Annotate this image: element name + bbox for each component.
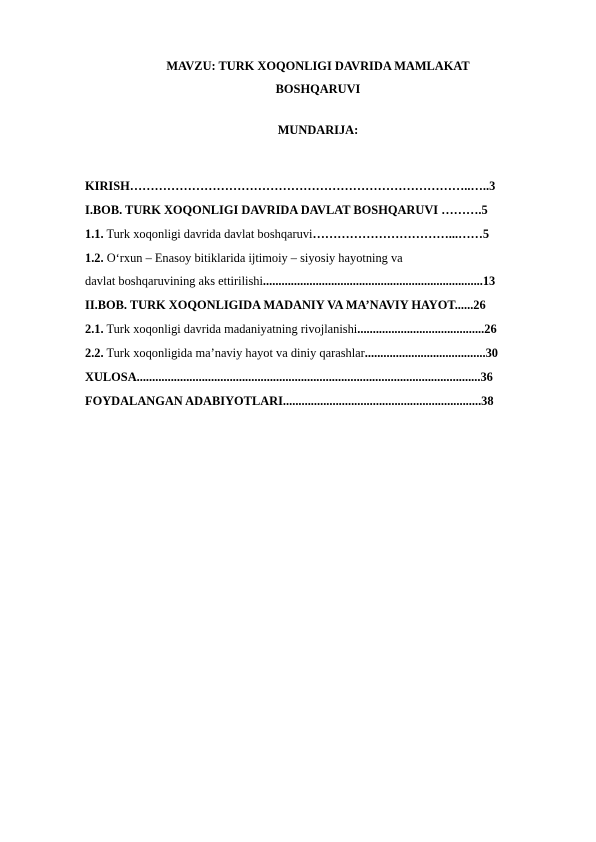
leader-dots: .........................................26 — [357, 322, 497, 336]
toc-entry-section-2-2 — [85, 345, 498, 361]
toc-entry-section-1-2 — [85, 250, 403, 266]
toc-heading: MUNDARIJA: — [277, 123, 359, 137]
document-title-line1: MAVZU: TURK XOQONLIGI DAVRIDA MAMLAKAT — [166, 59, 470, 73]
toc-entry-adabiyotlar: FOYDALANGAN ADABIYOTLARI................................................................38 — [85, 394, 494, 408]
toc-entry-xulosa: XULOSA...............................................................................................................36 — [85, 370, 493, 384]
section-number: 1.2. — [85, 251, 104, 265]
section-title: Turk xoqonligida ma’naviy hayot va diniy qarashlar — [103, 346, 365, 360]
toc-entry-chapter-1: I.BOB. TURK XOQONLIGI DAVRIDA DAVLAT BOSHQARUVI ……….5 — [85, 203, 488, 217]
section-title: Turk xoqonligi davrida madaniyatning rivojlanishi — [103, 322, 358, 336]
toc-entry-kirish: KIRISH………………………………………………………………………..…..3 — [85, 179, 496, 193]
leader-dots: ……………………………...……5 — [312, 227, 490, 241]
toc-entry-section-1-2-continued — [85, 273, 495, 289]
section-title: Turk xoqonligi davrida davlat boshqaruvi — [103, 227, 313, 241]
document-title-line2: BOSHQARUVI — [275, 82, 361, 96]
toc-entry-section-2-1 — [85, 321, 497, 337]
toc-entry-section-1-1 — [85, 226, 489, 242]
section-title-continued: davlat boshqaruvining aks ettirilishi — [85, 274, 263, 288]
section-number: 2.2. — [85, 346, 104, 360]
section-number: 2.1. — [85, 322, 104, 336]
leader-dots: .......................................30 — [364, 346, 498, 360]
section-title: O‘rxun – Enasoy bitiklarida ijtimoiy – siyosiy hayotning va — [103, 251, 403, 265]
section-number: 1.1. — [85, 227, 104, 241]
toc-entry-chapter-2: II.BOB. TURK XOQONLIGIDA MADANIY VA MA’NAVIY HAYOT......26 — [85, 298, 486, 312]
leader-dots: .......................................................................13 — [262, 274, 496, 288]
